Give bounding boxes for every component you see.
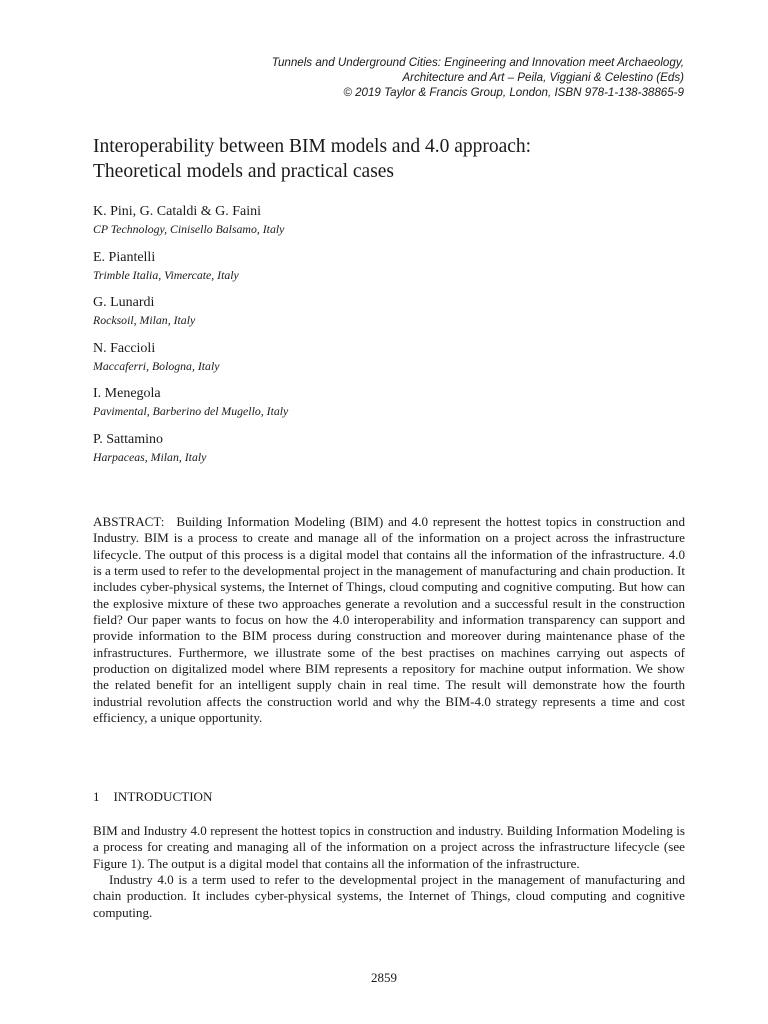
- page-number: 2859: [371, 970, 397, 985]
- abstract-label: ABSTRACT:: [93, 514, 165, 529]
- running-header: [272, 55, 684, 100]
- title-line-1: Interoperability between BIM models and 4.0 approach:: [93, 136, 532, 157]
- author-affiliation: CP Technology, Cinisello Balsamo, Italy: [93, 222, 285, 236]
- section-title: INTRODUCTION: [113, 789, 213, 804]
- author-name: G. Lunardi: [93, 295, 155, 310]
- author-entry: [93, 340, 693, 386]
- header-line-2: Architecture and Art – Peila, Viggiani & Celestino (Eds): [402, 71, 684, 84]
- author-name: E. Piantelli: [93, 249, 156, 265]
- intro-paragraph-1: BIM and Industry 4.0 represent the hottest topics in construction and industry. Building Information Modeling is a process for creating and managing all of the information on a project across the infrastructure lifecycle (see Figure 1). The output is a digital model that contains all the information of the infrastructure.: [93, 823, 685, 871]
- header-line-3: © 2019 Taylor & Francis Group, London, ISBN 978-1-138-38865-9: [343, 86, 684, 99]
- section-heading: [93, 789, 212, 805]
- author-entry: [93, 431, 693, 477]
- author-affiliation: Maccaferri, Bologna, Italy: [93, 358, 220, 373]
- author-list: [93, 203, 693, 476]
- abstract-text: Building Information Modeling (BIM) and 4.0 represent the hottest topics in construction and Industry. BIM is a process to create and manage all of the information on a project across the infrastructure lifecycle. The output of this process is a digital model that contains all the information of the infrastructure. 4.0 is a term used to refer to the developmental project in the management of manufacturing and chain production. It includes cyber-physical systems, the Internet of Things, cloud computing and cognitive computing. But how can the explosive mixture of these two approaches generate a revolution and a successful result in the construction field? Our paper wants to focus on how the 4.0 interoperability and information transparency can support and provide information to the BIM process during construction and moreover during maintenance phase of the infrastructures. Furthermore, we illustrate some of the best practises on machines carrying out aspects of production on digitalized model where BIM represents a repository for machine output information. We show the related benefit for an intelligent supply chain in real time. The result will demonstrate how the fourth industrial revolution affects the construction world and why the BIM-4.0 strategy represents a time and cost efficiency, a unique opportunity.: [93, 514, 685, 726]
- author-entry: [93, 203, 693, 249]
- section-number: 1: [93, 789, 100, 804]
- author-affiliation: Trimble Italia, Vimercate, Italy: [93, 267, 239, 282]
- author-affiliation: Pavimental, Barberino del Mugello, Italy: [93, 404, 289, 418]
- title-line-2: Theoretical models and practical cases: [93, 161, 395, 182]
- header-line-1: Tunnels and Underground Cities: Engineering and Innovation meet Archaeology,: [271, 56, 684, 69]
- author-affiliation: Harpaceas, Milan, Italy: [93, 449, 207, 464]
- author-affiliation: Rocksoil, Milan, Italy: [93, 313, 196, 327]
- author-name: I. Menegola: [93, 386, 161, 401]
- author-name: K. Pini, G. Cataldi & G. Faini: [93, 204, 261, 219]
- intro-paragraph-2: Industry 4.0 is a term used to refer to the developmental project in the management of manufacturing and chain production. It includes cyber-physical systems, the Internet of Things, cloud computing and cognitive computing.: [93, 872, 685, 920]
- author-entry: [93, 385, 693, 431]
- abstract: [93, 514, 685, 726]
- author-entry: [93, 294, 693, 340]
- author-name: P. Sattamino: [93, 431, 164, 447]
- paper-title: [93, 134, 693, 184]
- author-entry: [93, 249, 693, 295]
- introduction-body: [93, 823, 685, 921]
- author-name: N. Faccioli: [93, 340, 156, 356]
